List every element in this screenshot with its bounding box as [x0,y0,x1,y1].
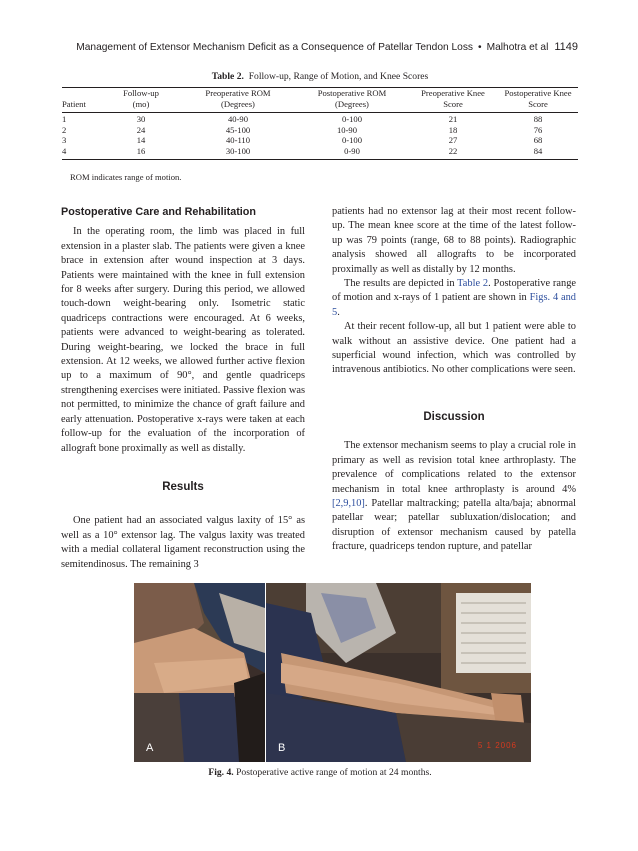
figure-caption [62,767,578,778]
table-bottom-rule [62,159,578,160]
table-footnote: ROM indicates range of motion. [70,172,182,182]
left-column [61,205,305,572]
table-row [62,135,578,146]
header-postop-score: Postoperative Knee Score [504,88,572,109]
table-cell: 24 [136,124,146,135]
data-table [62,88,578,156]
photo-panel-a [134,583,265,762]
table-header-row [62,88,578,110]
table-cell: 3 [62,135,67,145]
table-label: Table 2. [211,71,244,82]
running-head-authors: Malhotra et al [486,42,549,53]
running-head [64,41,578,53]
paragraph: The results are depicted in Table 2. Postoperative range of motion and x-rays of 1 patient are shown in Figs. 4 and 5. [332,278,576,318]
table-cell: 0-100 [341,135,363,145]
table-title: Follow-up, Range of Motion, and Knee Scores [248,71,429,82]
header-postop-rom: Postoperative ROM (Degrees) [317,88,387,109]
panel-label-a: A [146,742,154,754]
figure-caption-text: Postoperative active range of motion at 24 months. [236,767,432,778]
table-cell: 18 [448,124,458,135]
knee-flexion-photo [134,583,265,762]
table-cell: 30 [136,114,146,124]
knee-extension-photo [266,583,531,762]
photo-panel-b [266,583,531,762]
table-2-link[interactable]: Table 2 [457,278,489,290]
table-cell: 21 [448,114,458,124]
running-head-title: Management of Extensor Mechanism Deficit as a Consequence of Patellar Tendon Loss [76,42,474,53]
figure-4 [134,583,531,762]
header-follow-up: Follow-up (mo) [123,88,159,109]
paragraph: The extensor mechanism seems to play a crucial role in primary as well as revision total knee arthroplasty. The prevalence of complications related to the extensor mechanism in total knee arthroplasty is around 4% [2,9,10]. Patellar maltracking; patella alta/baja; abnormal patellar wear; patellar subluxation/dislocation; and disruption of extensor mechanism caused by patella fracture, quadriceps tendon rupture, and patellar [332,440,576,553]
table-cell: 30-100 [225,145,251,156]
panel-label-b: B [278,742,286,754]
table-cell: 45-100 [225,124,251,135]
section-heading-discussion: Discussion [423,410,485,423]
paragraph: At their recent follow-up, all but 1 patient were able to walk without an assistive device. One patient had a superficial wound infection, which was controlled by intravenous antibiotics. No other complications were seen. [332,321,576,376]
table-cell: 68 [533,135,543,145]
table-cell: 0-100 [341,114,363,124]
table-row [62,146,578,157]
table-cell: 16 [136,145,146,156]
table-cell: 1 [62,114,67,124]
table-cell: 84 [533,145,543,156]
table-cell: 88 [533,114,543,124]
table-row [62,114,578,125]
figure-caption-label: Fig. 4. [208,767,234,778]
references-link[interactable]: [2,9,10] [332,497,365,509]
right-column [332,205,576,555]
header-patient: Patient [62,99,86,109]
page-number: 1149 [554,41,578,53]
paragraph: patients had no extensor lag at their most recent follow-up. The mean knee score at the time of the latest follow-up was 79 points (range, 68 to 88 points). Radiographic analysis showed all allografts to be incorporated proximally as well as distally by 12 months. [332,206,576,275]
paragraph: One patient had an associated valgus laxity of 15° as well as a 10° extensor lag. The valgus laxity was treated with a medial collateral ligament reconstruction using the semitendinosus. The remaining 3 [61,515,305,570]
paragraph: In the operating room, the limb was placed in full extension in a plaster slab. The patients were given a knee brace in extension after wound inspection at 3 days. Patients were maintained with the knee in full extension for 8 weeks after surgery. During this period, we allowed touch-down weight-bearing only. Isometric static quadriceps contractions were encouraged. At 6 weeks, patients were advanced to weight-bearing as tolerated. During weight-bearing, we locked the brace in full extension. At 12 weeks, we allowed further active flexion up to a maximum of 90°, and gentle quadriceps strengthening exercises were initiated. Passive flexion was not permitted, to minimize the chance of graft failure and early attenuation. Postoperative x-rays were taken at each follow-up for the evaluation of the incorporation of allograft bone proximally as well as distally. [61,226,305,454]
date-stamp: 5 1 2006 [477,741,517,750]
table-cell: 27 [448,135,458,145]
bullet-separator: • [478,42,482,53]
table-cell: 14 [136,135,146,145]
table-cell: 10-90 [336,124,358,135]
section-heading-results: Results [162,480,204,493]
header-preop-score: Preoperative Knee Score [421,88,485,109]
header-preop-rom: Preoperative ROM (Degrees) [205,88,271,109]
table-cell: 40-110 [225,135,251,145]
table-row [62,125,578,136]
section-heading-postoperative-care: Postoperative Care and Rehabilitation [61,206,256,218]
table-cell: 2 [62,124,67,135]
table-cell: 4 [62,145,67,156]
table-cell: 40-90 [227,114,249,124]
table-cell: 0-90 [344,145,360,156]
table-cell: 22 [448,145,458,156]
table-caption [62,71,578,82]
table-cell: 76 [533,124,543,135]
figures-4-5-link[interactable]: Figs. 4 and 5 [332,292,576,318]
